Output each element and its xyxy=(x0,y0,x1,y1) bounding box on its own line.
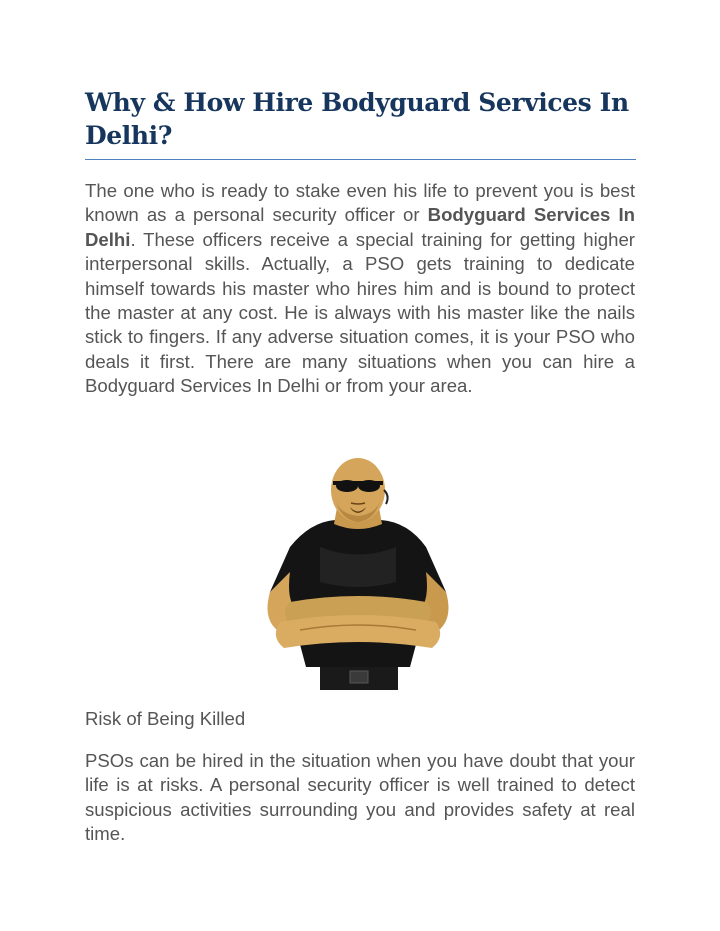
bodyguard-illustration xyxy=(250,452,466,692)
section-paragraph: PSOs can be hired in the situation when you have doubt that your life is at risks. A personal security officer is well trained to detect suspicious activities surrounding you and provides safety at real time. xyxy=(85,750,635,845)
sunglasses-right-lens xyxy=(358,480,380,492)
belt-buckle xyxy=(350,671,368,683)
section-heading: Risk of Being Killed xyxy=(85,708,246,729)
intro-text-end: . These officers receive a special training for getting higher interpersonal skills. Actually, a PSO gets training to dedicate himself towards his master who hires him and is bound to protect the master at any cost. He is always with his master like the nails stick to fingers. If any adverse situation comes, it is your PSO who deals it first. There are many situations when you can hire a Bodyguard Services In Delhi or from your area. xyxy=(85,228,635,397)
intro-bold-phrase: Bodyguard Services In Delhi xyxy=(85,204,636,250)
title-divider xyxy=(85,159,636,160)
intro-paragraph xyxy=(85,179,635,399)
sunglasses-left-lens xyxy=(336,480,358,492)
page-title: Why & How Hire Bodyguard Services In Delhi? xyxy=(85,88,629,150)
intro-text-start: The one who is ready to stake even his life to prevent you is best known as a personal security officer or xyxy=(85,180,635,226)
earpiece xyxy=(384,490,388,504)
